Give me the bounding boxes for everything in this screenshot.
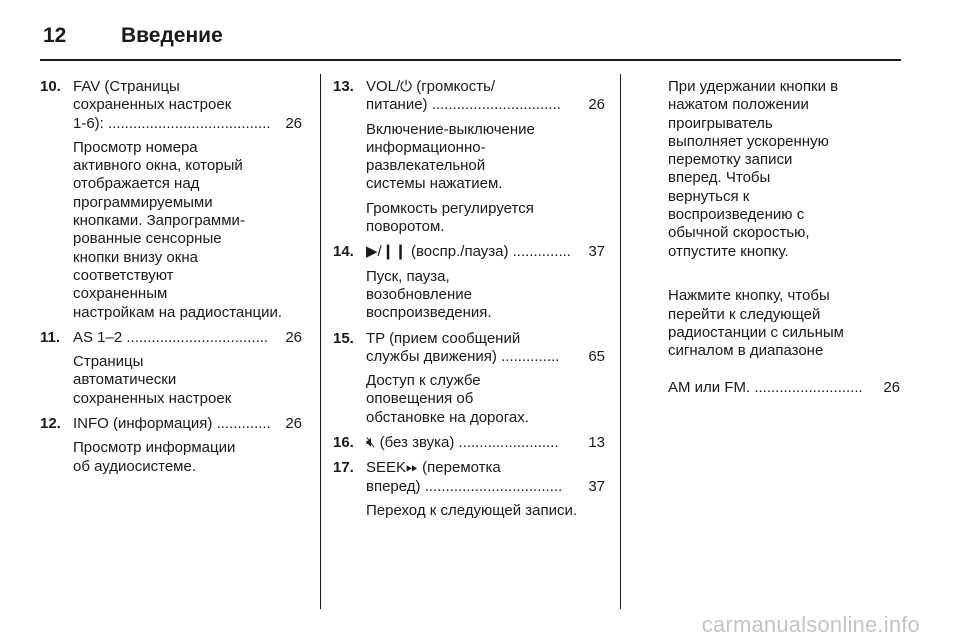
- page-number: 12: [43, 24, 67, 47]
- entry-body: [73, 415, 302, 476]
- entry-number: 12.: [40, 415, 61, 433]
- entry-number: 14.: [333, 243, 354, 261]
- toc-leader: AM или FM. ..........................: [668, 378, 863, 396]
- entry-body: [73, 78, 302, 322]
- page-title: Введение: [121, 24, 223, 47]
- watermark: carmanualsonline.info: [701, 612, 920, 637]
- paragraph-text: Нажмите кнопку, чтобы перейти к следующей радиостанции с сильным сигналом в диапазоне: [668, 287, 844, 360]
- entry-description: Пуск, пауза, возобновление воспроизведения.: [366, 267, 492, 322]
- toc-entry: [333, 243, 605, 322]
- column-right: [668, 78, 900, 415]
- entry-body: [366, 459, 605, 520]
- entry-body: [366, 78, 605, 236]
- toc-leader: AS 1–2 ..................................: [73, 328, 269, 346]
- entry-number: 15.: [333, 329, 354, 347]
- toc-page-ref: 26: [285, 114, 302, 132]
- toc-leader-line: [366, 434, 605, 452]
- entry-title: FAV (Страницы сохраненных настроек: [73, 78, 232, 114]
- entry-number: 16.: [333, 434, 354, 452]
- toc-leader-line: [668, 379, 900, 397]
- entry-description: Просмотр номера активного окна, который отображается над программируемыми кнопками. Запрограмми- рованные сенсорные кнопки внизу окна соответствуют сохраненным настройкам на радиостанции.: [73, 138, 283, 321]
- toc-leader-line: [73, 329, 302, 347]
- entry-description: Доступ к службе оповещения об обстановке на дорогах.: [366, 372, 529, 426]
- toc-leader: ▶/❙❙ (воспр./пауза) ..............: [366, 243, 571, 261]
- toc-page-ref: 26: [588, 96, 605, 114]
- paragraph: [668, 269, 900, 415]
- entry-body: [73, 329, 302, 408]
- toc-entry: [40, 78, 302, 322]
- toc-page-ref: 37: [588, 477, 605, 495]
- entry-description: Громкость регулируется поворотом.: [366, 199, 534, 236]
- toc-entry: [40, 415, 302, 476]
- entry-number: 13.: [333, 78, 354, 95]
- toc-leader: вперед) .................................: [366, 477, 563, 495]
- entry-description: Просмотр информации об аудиосистеме.: [73, 439, 236, 475]
- entry-title: TP (прием сообщений: [366, 329, 521, 347]
- toc-entry: [40, 329, 302, 408]
- toc-page-ref: 26: [285, 415, 302, 433]
- toc-leader-line: [366, 348, 605, 366]
- toc-leader: 1-6): .......................................: [73, 114, 271, 132]
- entry-title: VOL/⏻ (громкость/: [366, 78, 496, 95]
- toc-leader: 🔇︎ (без звука) ........................: [366, 434, 559, 452]
- toc-leader: службы движения) ..............: [366, 347, 560, 365]
- column-divider: [620, 74, 621, 609]
- entry-number: 11.: [40, 328, 61, 346]
- toc-leader-line: [73, 415, 302, 433]
- toc-leader: питание) ...............................: [366, 96, 561, 114]
- column-left: [40, 78, 302, 476]
- toc-page-ref: 37: [588, 243, 605, 261]
- paragraph: При удержании кнопки в нажатом положении проигрыватель выполняет ускоренную перемотку записи вперед. Чтобы вернуться к воспроизведению с обычной скоростью, отпустите кнопку.: [668, 78, 839, 260]
- column-middle: [333, 78, 605, 520]
- toc-page-ref: 26: [883, 378, 900, 396]
- entry-body: [366, 243, 605, 322]
- toc-leader-line: [366, 243, 605, 261]
- toc-leader-line: [366, 96, 605, 114]
- entry-body: [366, 434, 605, 452]
- entry-description: Включение-выключение информационно- развлекательной системы нажатием.: [366, 120, 535, 193]
- entry-title: SEEK⏩︎ (перемотка: [366, 459, 501, 477]
- entry-body: [366, 330, 605, 427]
- toc-leader-line: [366, 478, 605, 496]
- toc-page-ref: 65: [588, 347, 605, 365]
- toc-leader: INFO (информация) .............: [73, 415, 271, 433]
- entry-number: 17.: [333, 459, 354, 477]
- toc-page-ref: 26: [285, 328, 302, 346]
- toc-entry: [333, 330, 605, 427]
- page-header: [43, 18, 903, 54]
- toc-entry: [333, 459, 605, 520]
- header-rule: [40, 59, 901, 61]
- toc-leader-line: [73, 115, 302, 133]
- toc-page-ref: 13: [588, 434, 605, 452]
- entry-number: 10.: [40, 78, 61, 95]
- entry-description: Страницы автоматически сохраненных настроек: [73, 353, 232, 407]
- toc-entry: [333, 78, 605, 236]
- toc-entry: [333, 434, 605, 452]
- column-divider: [320, 74, 321, 609]
- entry-description: Переход к следующей записи.: [366, 501, 578, 519]
